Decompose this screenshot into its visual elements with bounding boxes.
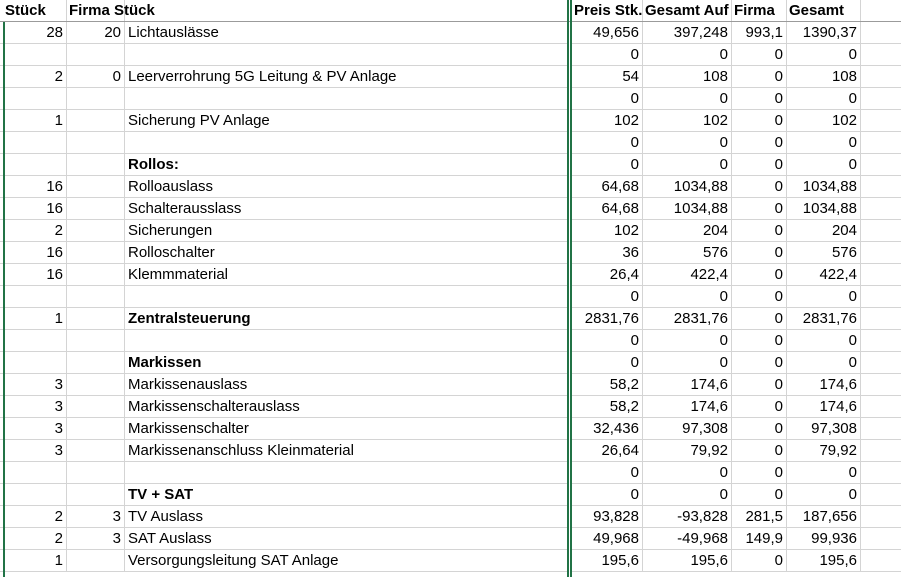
cell-gesamt-auf[interactable]: 174,6 bbox=[643, 374, 732, 396]
cell-preis-stk[interactable]: 0 bbox=[572, 88, 643, 110]
cell-stueck[interactable] bbox=[0, 484, 67, 506]
cell-empty[interactable] bbox=[861, 550, 901, 572]
cell-firma[interactable]: 281,5 bbox=[732, 506, 787, 528]
cell-preis-stk[interactable]: 64,68 bbox=[572, 198, 643, 220]
cell-gesamt-auf[interactable]: 1034,88 bbox=[643, 198, 732, 220]
cell-gesamt-auf[interactable]: 0 bbox=[643, 132, 732, 154]
cell-gesamt[interactable]: 79,92 bbox=[787, 440, 861, 462]
cell-firma-stueck[interactable]: 3 bbox=[67, 528, 125, 550]
cell-preis-stk[interactable]: 54 bbox=[572, 66, 643, 88]
cell-firma-stueck[interactable] bbox=[67, 396, 125, 418]
cell-firma[interactable]: 0 bbox=[732, 264, 787, 286]
cell-firma[interactable]: 0 bbox=[732, 462, 787, 484]
cell-stueck[interactable]: 16 bbox=[0, 176, 67, 198]
freeze-pane-divider[interactable] bbox=[567, 0, 569, 577]
cell-firma[interactable]: 0 bbox=[732, 154, 787, 176]
cell-firma-stueck[interactable]: 20 bbox=[67, 22, 125, 44]
cell-gesamt[interactable]: 0 bbox=[787, 286, 861, 308]
cell-firma-stueck[interactable] bbox=[67, 286, 125, 308]
cell-description[interactable]: Schalterausslass bbox=[125, 198, 568, 220]
cell-gesamt-auf[interactable]: 0 bbox=[643, 88, 732, 110]
cell-firma-stueck[interactable] bbox=[67, 440, 125, 462]
cell-empty[interactable] bbox=[861, 220, 901, 242]
cell-empty[interactable] bbox=[861, 110, 901, 132]
cell-firma[interactable]: 0 bbox=[732, 440, 787, 462]
cell-firma[interactable]: 0 bbox=[732, 66, 787, 88]
cell-description[interactable]: TV + SAT bbox=[125, 484, 568, 506]
cell-firma[interactable]: 0 bbox=[732, 374, 787, 396]
table-row bbox=[0, 110, 901, 132]
cell-firma-stueck[interactable] bbox=[67, 352, 125, 374]
cell-stueck[interactable]: 2 bbox=[0, 528, 67, 550]
cell-stueck[interactable]: 3 bbox=[0, 418, 67, 440]
table-row bbox=[0, 440, 901, 462]
header-firma-stueck[interactable]: Firma Stück bbox=[67, 0, 125, 22]
cell-preis-stk[interactable]: 0 bbox=[572, 44, 643, 66]
cell-stueck[interactable]: 16 bbox=[0, 198, 67, 220]
cell-firma[interactable]: 0 bbox=[732, 176, 787, 198]
cell-empty[interactable] bbox=[861, 264, 901, 286]
cell-gesamt-auf[interactable]: 422,4 bbox=[643, 264, 732, 286]
cell-firma[interactable]: 0 bbox=[732, 396, 787, 418]
table-row bbox=[0, 330, 901, 352]
cell-firma[interactable]: 0 bbox=[732, 242, 787, 264]
cell-firma-stueck[interactable] bbox=[67, 264, 125, 286]
table-row bbox=[0, 550, 901, 572]
cell-gesamt-auf[interactable]: 0 bbox=[643, 462, 732, 484]
cell-preis-stk[interactable]: 93,828 bbox=[572, 506, 643, 528]
cell-gesamt[interactable]: 97,308 bbox=[787, 418, 861, 440]
cell-empty[interactable] bbox=[861, 308, 901, 330]
header-gesamt-auf[interactable]: Gesamt Auf bbox=[643, 0, 732, 22]
cell-preis-stk[interactable]: 58,2 bbox=[572, 374, 643, 396]
cell-firma-stueck[interactable] bbox=[67, 308, 125, 330]
cell-description[interactable] bbox=[125, 44, 568, 66]
cell-firma-stueck[interactable] bbox=[67, 418, 125, 440]
cell-gesamt-auf[interactable]: 576 bbox=[643, 242, 732, 264]
table-row bbox=[0, 176, 901, 198]
cell-firma-stueck[interactable] bbox=[67, 550, 125, 572]
cell-stueck[interactable]: 16 bbox=[0, 242, 67, 264]
cell-gesamt[interactable]: 1034,88 bbox=[787, 176, 861, 198]
cell-gesamt-auf[interactable]: 0 bbox=[643, 484, 732, 506]
cell-description[interactable]: Klemmmaterial bbox=[125, 264, 568, 286]
cell-empty[interactable] bbox=[861, 352, 901, 374]
cell-description[interactable]: Rolloauslass bbox=[125, 176, 568, 198]
cell-empty[interactable] bbox=[861, 132, 901, 154]
cell-firma[interactable]: 0 bbox=[732, 550, 787, 572]
cell-stueck[interactable]: 3 bbox=[0, 396, 67, 418]
cell-gesamt[interactable]: 174,6 bbox=[787, 396, 861, 418]
table-row bbox=[0, 44, 901, 66]
cell-gesamt[interactable]: 422,4 bbox=[787, 264, 861, 286]
table-row bbox=[0, 506, 901, 528]
cell-gesamt[interactable]: 0 bbox=[787, 484, 861, 506]
cell-firma[interactable]: 0 bbox=[732, 44, 787, 66]
cell-description[interactable]: Markissenschalterauslass bbox=[125, 396, 568, 418]
cell-stueck[interactable] bbox=[0, 154, 67, 176]
header-firma[interactable]: Firma bbox=[732, 0, 787, 22]
cell-preis-stk[interactable]: 64,68 bbox=[572, 176, 643, 198]
cell-description[interactable]: Leerverrohrung 5G Leitung & PV Anlage bbox=[125, 66, 568, 88]
cell-gesamt[interactable]: 0 bbox=[787, 132, 861, 154]
header-description[interactable] bbox=[125, 0, 568, 22]
cell-empty[interactable] bbox=[861, 484, 901, 506]
cell-stueck[interactable] bbox=[0, 88, 67, 110]
cell-preis-stk[interactable]: 0 bbox=[572, 132, 643, 154]
cell-firma[interactable]: 0 bbox=[732, 352, 787, 374]
cell-preis-stk[interactable]: 0 bbox=[572, 462, 643, 484]
cell-gesamt[interactable]: 0 bbox=[787, 88, 861, 110]
table-row bbox=[0, 198, 901, 220]
cell-firma[interactable]: 0 bbox=[732, 418, 787, 440]
cell-gesamt[interactable]: 204 bbox=[787, 220, 861, 242]
cell-description[interactable]: Sicherung PV Anlage bbox=[125, 110, 568, 132]
cell-description[interactable]: Markissenanschluss Kleinmaterial bbox=[125, 440, 568, 462]
cell-description[interactable]: Sicherungen bbox=[125, 220, 568, 242]
cell-gesamt[interactable]: 108 bbox=[787, 66, 861, 88]
cell-firma-stueck[interactable] bbox=[67, 132, 125, 154]
table-row bbox=[0, 22, 901, 44]
cell-firma[interactable]: 0 bbox=[732, 198, 787, 220]
cell-firma-stueck[interactable] bbox=[67, 484, 125, 506]
cell-firma[interactable]: 0 bbox=[732, 286, 787, 308]
cell-gesamt-auf[interactable]: 174,6 bbox=[643, 396, 732, 418]
cell-gesamt[interactable]: 1034,88 bbox=[787, 198, 861, 220]
cell-firma-stueck[interactable]: 3 bbox=[67, 506, 125, 528]
cell-gesamt[interactable]: 174,6 bbox=[787, 374, 861, 396]
cell-empty[interactable] bbox=[861, 176, 901, 198]
table-row bbox=[0, 374, 901, 396]
cell-firma-stueck[interactable]: 0 bbox=[67, 66, 125, 88]
cell-empty[interactable] bbox=[861, 396, 901, 418]
cell-preis-stk[interactable]: 32,436 bbox=[572, 418, 643, 440]
cell-gesamt-auf[interactable]: 1034,88 bbox=[643, 176, 732, 198]
cell-empty[interactable] bbox=[861, 286, 901, 308]
cell-preis-stk[interactable]: 0 bbox=[572, 286, 643, 308]
header-divider bbox=[0, 21, 901, 22]
cell-description[interactable]: Markissenauslass bbox=[125, 374, 568, 396]
cell-empty[interactable] bbox=[861, 22, 901, 44]
cell-stueck[interactable]: 3 bbox=[0, 374, 67, 396]
cell-stueck[interactable]: 2 bbox=[0, 220, 67, 242]
cell-gesamt-auf[interactable]: 97,308 bbox=[643, 418, 732, 440]
cell-description[interactable] bbox=[125, 88, 568, 110]
cell-empty[interactable] bbox=[861, 198, 901, 220]
cell-preis-stk[interactable]: 36 bbox=[572, 242, 643, 264]
cell-gesamt[interactable]: 2831,76 bbox=[787, 308, 861, 330]
cell-stueck[interactable]: 2 bbox=[0, 506, 67, 528]
cell-gesamt[interactable]: 0 bbox=[787, 352, 861, 374]
freeze-pane-divider[interactable] bbox=[570, 0, 572, 577]
header-empty-cell[interactable] bbox=[861, 0, 901, 22]
cell-firma-stueck[interactable] bbox=[67, 374, 125, 396]
cell-firma[interactable]: 0 bbox=[732, 330, 787, 352]
cell-gesamt[interactable]: 1390,37 bbox=[787, 22, 861, 44]
cell-gesamt-auf[interactable]: 0 bbox=[643, 154, 732, 176]
cell-stueck[interactable] bbox=[0, 462, 67, 484]
cell-gesamt[interactable]: 576 bbox=[787, 242, 861, 264]
cell-preis-stk[interactable]: 58,2 bbox=[572, 396, 643, 418]
cell-firma-stueck[interactable] bbox=[67, 44, 125, 66]
cell-gesamt-auf[interactable]: 2831,76 bbox=[643, 308, 732, 330]
cell-empty[interactable] bbox=[861, 374, 901, 396]
cell-firma[interactable]: 0 bbox=[732, 88, 787, 110]
cell-description[interactable] bbox=[125, 132, 568, 154]
cell-stueck[interactable]: 28 bbox=[0, 22, 67, 44]
cell-gesamt-auf[interactable]: -93,828 bbox=[643, 506, 732, 528]
cell-firma-stueck[interactable] bbox=[67, 176, 125, 198]
table-row bbox=[0, 308, 901, 330]
cell-gesamt[interactable]: 195,6 bbox=[787, 550, 861, 572]
cell-gesamt-auf[interactable]: 108 bbox=[643, 66, 732, 88]
cell-gesamt[interactable]: 102 bbox=[787, 110, 861, 132]
cell-stueck[interactable] bbox=[0, 44, 67, 66]
cell-empty[interactable] bbox=[861, 418, 901, 440]
cell-description[interactable]: Rolloschalter bbox=[125, 242, 568, 264]
table-row bbox=[0, 352, 901, 374]
cell-preis-stk[interactable]: 102 bbox=[572, 110, 643, 132]
selection-border bbox=[3, 22, 5, 577]
header-row bbox=[0, 0, 901, 22]
cell-empty[interactable] bbox=[861, 506, 901, 528]
cell-empty[interactable] bbox=[861, 44, 901, 66]
cell-gesamt[interactable]: 0 bbox=[787, 154, 861, 176]
cell-empty[interactable] bbox=[861, 462, 901, 484]
cell-preis-stk[interactable]: 49,968 bbox=[572, 528, 643, 550]
cell-stueck[interactable]: 1 bbox=[0, 110, 67, 132]
table-row bbox=[0, 462, 901, 484]
cell-preis-stk[interactable]: 49,656 bbox=[572, 22, 643, 44]
table-row bbox=[0, 242, 901, 264]
cell-gesamt-auf[interactable]: 204 bbox=[643, 220, 732, 242]
table-row bbox=[0, 154, 901, 176]
cell-empty[interactable] bbox=[861, 66, 901, 88]
cell-gesamt-auf[interactable]: 0 bbox=[643, 44, 732, 66]
cell-empty[interactable] bbox=[861, 440, 901, 462]
cell-preis-stk[interactable]: 0 bbox=[572, 154, 643, 176]
cell-stueck[interactable]: 3 bbox=[0, 440, 67, 462]
cell-firma-stueck[interactable] bbox=[67, 220, 125, 242]
cell-preis-stk[interactable]: 102 bbox=[572, 220, 643, 242]
cell-gesamt[interactable]: 99,936 bbox=[787, 528, 861, 550]
cell-description[interactable]: Rollos: bbox=[125, 154, 568, 176]
table-row bbox=[0, 286, 901, 308]
cell-firma[interactable]: 0 bbox=[732, 220, 787, 242]
cell-stueck[interactable] bbox=[0, 330, 67, 352]
table-row bbox=[0, 220, 901, 242]
table-row bbox=[0, 418, 901, 440]
cell-description[interactable]: Markissenschalter bbox=[125, 418, 568, 440]
cell-stueck[interactable]: 1 bbox=[0, 308, 67, 330]
cell-stueck[interactable] bbox=[0, 132, 67, 154]
cell-gesamt-auf[interactable]: 102 bbox=[643, 110, 732, 132]
cell-empty[interactable] bbox=[861, 88, 901, 110]
cell-firma-stueck[interactable] bbox=[67, 242, 125, 264]
cell-firma[interactable]: 149,9 bbox=[732, 528, 787, 550]
cell-firma-stueck[interactable] bbox=[67, 462, 125, 484]
cell-empty[interactable] bbox=[861, 330, 901, 352]
cell-firma-stueck[interactable] bbox=[67, 154, 125, 176]
cell-empty[interactable] bbox=[861, 242, 901, 264]
cell-preis-stk[interactable]: 2831,76 bbox=[572, 308, 643, 330]
cell-stueck[interactable]: 16 bbox=[0, 264, 67, 286]
cell-preis-stk[interactable]: 0 bbox=[572, 352, 643, 374]
header-preis-stk[interactable]: Preis Stk. bbox=[572, 0, 643, 22]
cell-gesamt-auf[interactable]: 0 bbox=[643, 330, 732, 352]
cell-gesamt-auf[interactable]: 0 bbox=[643, 286, 732, 308]
cell-gesamt-auf[interactable]: 397,248 bbox=[643, 22, 732, 44]
cell-preis-stk[interactable]: 195,6 bbox=[572, 550, 643, 572]
cell-preis-stk[interactable]: 26,4 bbox=[572, 264, 643, 286]
cell-stueck[interactable] bbox=[0, 286, 67, 308]
cell-description[interactable]: Lichtauslässe bbox=[125, 22, 568, 44]
cell-gesamt[interactable]: 0 bbox=[787, 330, 861, 352]
cell-firma-stueck[interactable] bbox=[67, 110, 125, 132]
header-stueck[interactable]: Stück bbox=[0, 0, 67, 22]
table-row bbox=[0, 132, 901, 154]
cell-gesamt[interactable]: 187,656 bbox=[787, 506, 861, 528]
cell-preis-stk[interactable]: 26,64 bbox=[572, 440, 643, 462]
cell-gesamt-auf[interactable]: 0 bbox=[643, 352, 732, 374]
cell-gesamt-auf[interactable]: 195,6 bbox=[643, 550, 732, 572]
cell-stueck[interactable]: 2 bbox=[0, 66, 67, 88]
table-row bbox=[0, 484, 901, 506]
cell-gesamt-auf[interactable]: -49,968 bbox=[643, 528, 732, 550]
table-row bbox=[0, 528, 901, 550]
cell-firma[interactable]: 993,1 bbox=[732, 22, 787, 44]
cell-description[interactable]: Markissen bbox=[125, 352, 568, 374]
header-gesamt[interactable]: Gesamt bbox=[787, 0, 861, 22]
cell-description[interactable]: Zentralsteuerung bbox=[125, 308, 568, 330]
cell-preis-stk[interactable]: 0 bbox=[572, 484, 643, 506]
table-row bbox=[0, 66, 901, 88]
cell-firma-stueck[interactable] bbox=[67, 88, 125, 110]
cell-firma[interactable]: 0 bbox=[732, 308, 787, 330]
cell-empty[interactable] bbox=[861, 528, 901, 550]
table-row bbox=[0, 396, 901, 418]
cell-description[interactable]: TV Auslass bbox=[125, 506, 568, 528]
cell-firma-stueck[interactable] bbox=[67, 198, 125, 220]
cell-gesamt-auf[interactable]: 79,92 bbox=[643, 440, 732, 462]
table-row bbox=[0, 88, 901, 110]
cell-gesamt[interactable]: 0 bbox=[787, 44, 861, 66]
cell-description[interactable]: SAT Auslass bbox=[125, 528, 568, 550]
cell-firma[interactable]: 0 bbox=[732, 132, 787, 154]
cell-empty[interactable] bbox=[861, 154, 901, 176]
cell-firma-stueck[interactable] bbox=[67, 330, 125, 352]
cell-description[interactable]: Versorgungsleitung SAT Anlage bbox=[125, 550, 568, 572]
cell-gesamt[interactable]: 0 bbox=[787, 462, 861, 484]
cell-preis-stk[interactable]: 0 bbox=[572, 330, 643, 352]
cell-stueck[interactable] bbox=[0, 352, 67, 374]
cell-description[interactable] bbox=[125, 286, 568, 308]
cell-firma[interactable]: 0 bbox=[732, 110, 787, 132]
cell-firma[interactable]: 0 bbox=[732, 484, 787, 506]
cell-description[interactable] bbox=[125, 330, 568, 352]
cell-description[interactable] bbox=[125, 462, 568, 484]
cell-stueck[interactable]: 1 bbox=[0, 550, 67, 572]
table-row bbox=[0, 264, 901, 286]
